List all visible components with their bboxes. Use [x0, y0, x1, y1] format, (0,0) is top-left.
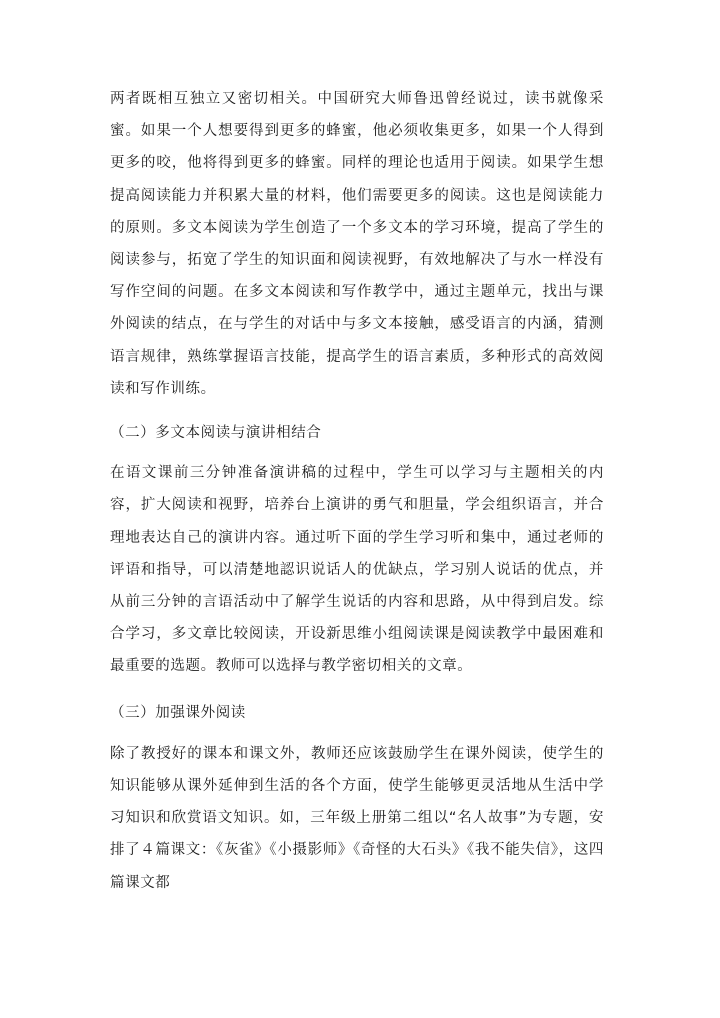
section-heading-extracurricular-reading: （三）加强课外阅读: [110, 704, 246, 721]
paragraph-speech-reading: 在语文课前三分钟准备演讲稿的过程中，学生可以学习与主题相关的内容，扩大阅读和视野，培养台上演讲的勇气和胆量，学会组织语言，并合理地表达自己的演讲内容。通过听下面的学生学习听和集中，通过老师的评语和指导，可以清楚地認识说话人的优缺点，学习别人说话的优点，并从前三分钟的言语活动中了解学生说话的内容和思路，从中得到启发。综合学习，多文章比较阅读，开设新思维小组阅读课是阅读教学中最困难和最重要的选题。教师可以选择与教学密切相关的文章。: [110, 465, 604, 675]
section-heading-multi-text-speech: （二）多文本阅读与演讲相结合: [110, 425, 322, 442]
paragraph-extracurricular-reading: 除了教授好的课本和课文外，教师还应该鼓励学生在课外阅读，使学生的知识能够从课外延伸到生活的各个方面，使学生能够更灵活地从生活中学习知识和欣赏语文知识。如，三年级上册第二组以“名人故事”为专题，安排了４篇课文：《灰雀》《小摄影师》《奇怪的大石头》《我不能失信》，这四篇课文都: [110, 745, 604, 891]
paragraph-reading-principle: 两者既相互独立又密切相关。中国研究大师鲁迅曾经说过，读书就像采蜜。如果一个人想要得到更多的蜂蜜，他必须收集更多，如果一个人得到更多的咬，他将得到更多的蜂蜜。同样的理论也适用于阅读。如果学生想提高阅读能力并积累大量的材料，他们需要更多的阅读。这也是阅读能力的原则。多文本阅读为学生创造了一个多文本的学习环境，提高了学生的阅读参与，拓宽了学生的知识面和阅读视野，有效地解决了与水一样没有写作空间的问题。在多文本阅读和写作教学中，通过主题单元，找出与课外阅读的结点，在与学生的对话中与多文本接触，感受语言的内涵，猜测语言规律，熟练掌握语言技能，提高学生的语言素质，多种形式的高效阅读和写作训练。: [110, 91, 604, 397]
document-body: [110, 83, 604, 899]
